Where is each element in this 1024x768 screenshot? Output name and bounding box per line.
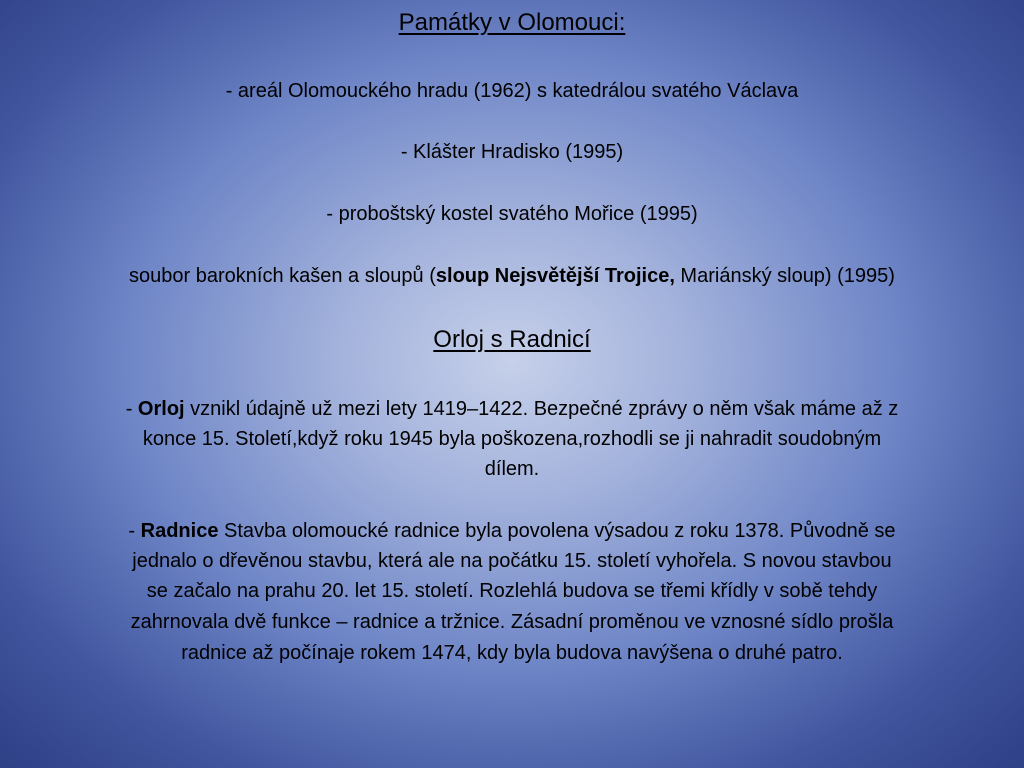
fountains-prefix: soubor barokních kašen a sloupů (	[129, 265, 436, 287]
subtitle-orloj-radnice: Orloj s Radnicí	[433, 326, 591, 353]
monument-item-castle: - areál Olomouckého hradu (1962) s katedrálou svatého Václava	[225, 80, 799, 102]
orloj-line-1	[40, 394, 984, 424]
radnice-text-1: Stavba olomoucké radnice byla povolena výsadou z roku 1378. Původně se	[218, 520, 896, 542]
fountains-suffix: Mariánský sloup) (1995)	[674, 265, 895, 287]
radnice-bold: Radnice	[140, 520, 219, 542]
fountains-paragraph	[40, 261, 984, 291]
monument-item-church: - proboštský kostel svatého Mořice (1995)	[326, 203, 698, 225]
fountains-bold: sloup Nejsvětější Trojice,	[435, 265, 675, 287]
slide-title: Památky v Olomouci:	[398, 9, 626, 36]
radnice-line-5: radnice až počínaje rokem 1474, kdy byla budova navýšena o druhé patro.	[181, 642, 843, 664]
radnice-line-2: jednalo o dřevěnou stavbu, která ale na počátku 15. století vyhořela. S novou stavbou	[132, 550, 892, 572]
orloj-prefix: -	[125, 398, 138, 420]
orloj-line-3: dílem.	[484, 458, 540, 480]
radnice-line-1	[40, 516, 984, 546]
radnice-line-3: se začalo na prahu 20. let 15. století. Rozlehlá budova se třemi křídly v sobě tehdy	[146, 580, 878, 602]
orloj-text-1: vznikl údajně už mezi lety 1419–1422. Bezpečné zprávy o něm však máme až z	[184, 398, 899, 420]
orloj-bold: Orloj	[137, 398, 185, 420]
radnice-prefix: -	[128, 520, 141, 542]
monument-item-hradisko: - Klášter Hradisko (1995)	[400, 141, 624, 163]
orloj-line-2: konce 15. Století,když roku 1945 byla poškozena,rozhodli se ji nahradit soudobným	[142, 428, 882, 450]
radnice-line-4: zahrnovala dvě funkce – radnice a tržnice. Zásadní proměnou ve vznosné sídlo prošla	[130, 611, 894, 633]
